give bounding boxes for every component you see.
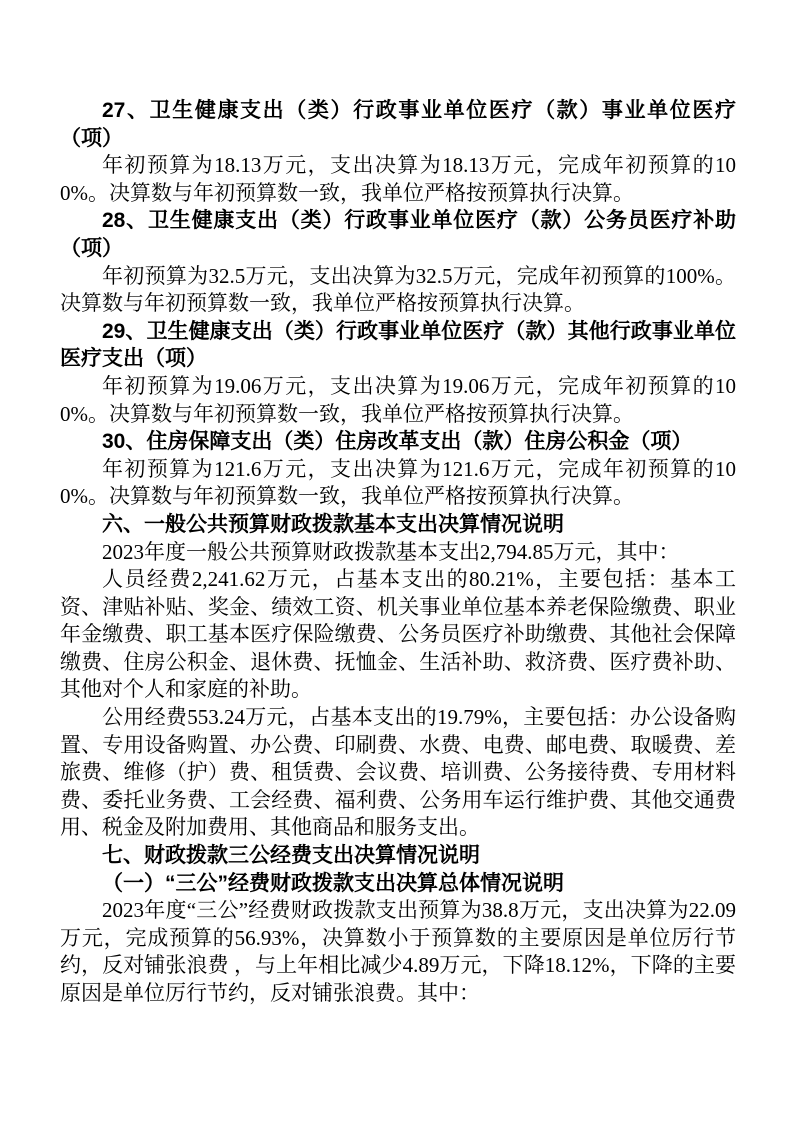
section-heading-28: 28、卫生健康支出（类）行政事业单位医疗（款）公务员医疗补助（项） [60, 209, 736, 260]
paragraph-29-budget-detail: 年初预算为19.06万元，支出决算为19.06万元，完成年初预算的100%。决算数与年初预算数一致，我单位严格按预算执行决算。 [60, 373, 736, 426]
section-heading-27: 27、卫生健康支出（类）行政事业单位医疗（款）事业单位医疗（项） [60, 99, 736, 150]
section-heading-29: 29、卫生健康支出（类）行政事业单位医疗（款）其他行政事业单位医疗支出（项） [60, 319, 736, 371]
paragraph-personnel-expense: 人员经费2,241.62万元，占基本支出的80.21%，主要包括：基本工资、津贴补贴、奖金、绩效工资、机关事业单位基本养老保险缴费、职业年金缴费、职工基本医疗保险缴费、公务员医疗补助缴费、其他社会保障缴费、住房公积金、退休费、抚恤金、生活补助、救济费、医疗费补助、其他对个人和家庭的补助。 [60, 567, 736, 702]
section-heading-30: 30、住房保障支出（类）住房改革支出（款）住房公积金（项） [102, 430, 693, 454]
paragraph-27-budget-detail: 年初预算为18.13万元，支出决算为18.13万元，完成年初预算的100%。决算数与年初预算数一致，我单位严格按预算执行决算。 [60, 153, 736, 205]
paragraph-sangong-overview: 2023年度“三公”经费财政拨款支出预算为38.8万元，支出决算为22.09万元，完成预算的56.93%，决算数小于预算数的主要原因是单位厉行节约，反对铺张浪费 ，与上年相比减少4.89万元，下降18.12%，下降的主要原因是单位厉行节约，反对铺张浪费。其中： [60, 898, 736, 1005]
document-body [60, 97, 736, 1008]
section-heading-7: 七、财政拨款三公经费支出决算情况说明 [102, 844, 480, 868]
section-heading-6: 六、一般公共预算财政拨款基本支出决算情况说明 [102, 512, 564, 536]
paragraph-basic-expense-total: 2023年度一般公共预算财政拨款基本支出2,794.85万元，其中： [102, 539, 680, 564]
subsection-heading-7-1: （一）“三公”经费财政拨款支出决算总体情况说明 [102, 871, 564, 895]
paragraph-28-budget-detail: 年初预算为32.5万元，支出决算为32.5万元，完成年初预算的100%。决算数与年初预算数一致，我单位严格按预算执行决算。 [60, 263, 736, 316]
paragraph-30-budget-detail: 年初预算为121.6万元，支出决算为121.6万元，完成年初预算的100%。决算数与年初预算数一致，我单位严格按预算执行决算。 [60, 456, 736, 509]
paragraph-public-expense: 公用经费553.24万元，占基本支出的19.79%，主要包括：办公设备购置、专用设备购置、办公费、印刷费、水费、电费、邮电费、取暖费、差旅费、维修（护）费、租赁费、会议费、培训费、公务接待费、专用材料费、委托业务费、工会经费、福利费、公务用车运行维护费、其他交通费用、税金及附加费用、其他商品和服务支出。 [60, 705, 736, 840]
